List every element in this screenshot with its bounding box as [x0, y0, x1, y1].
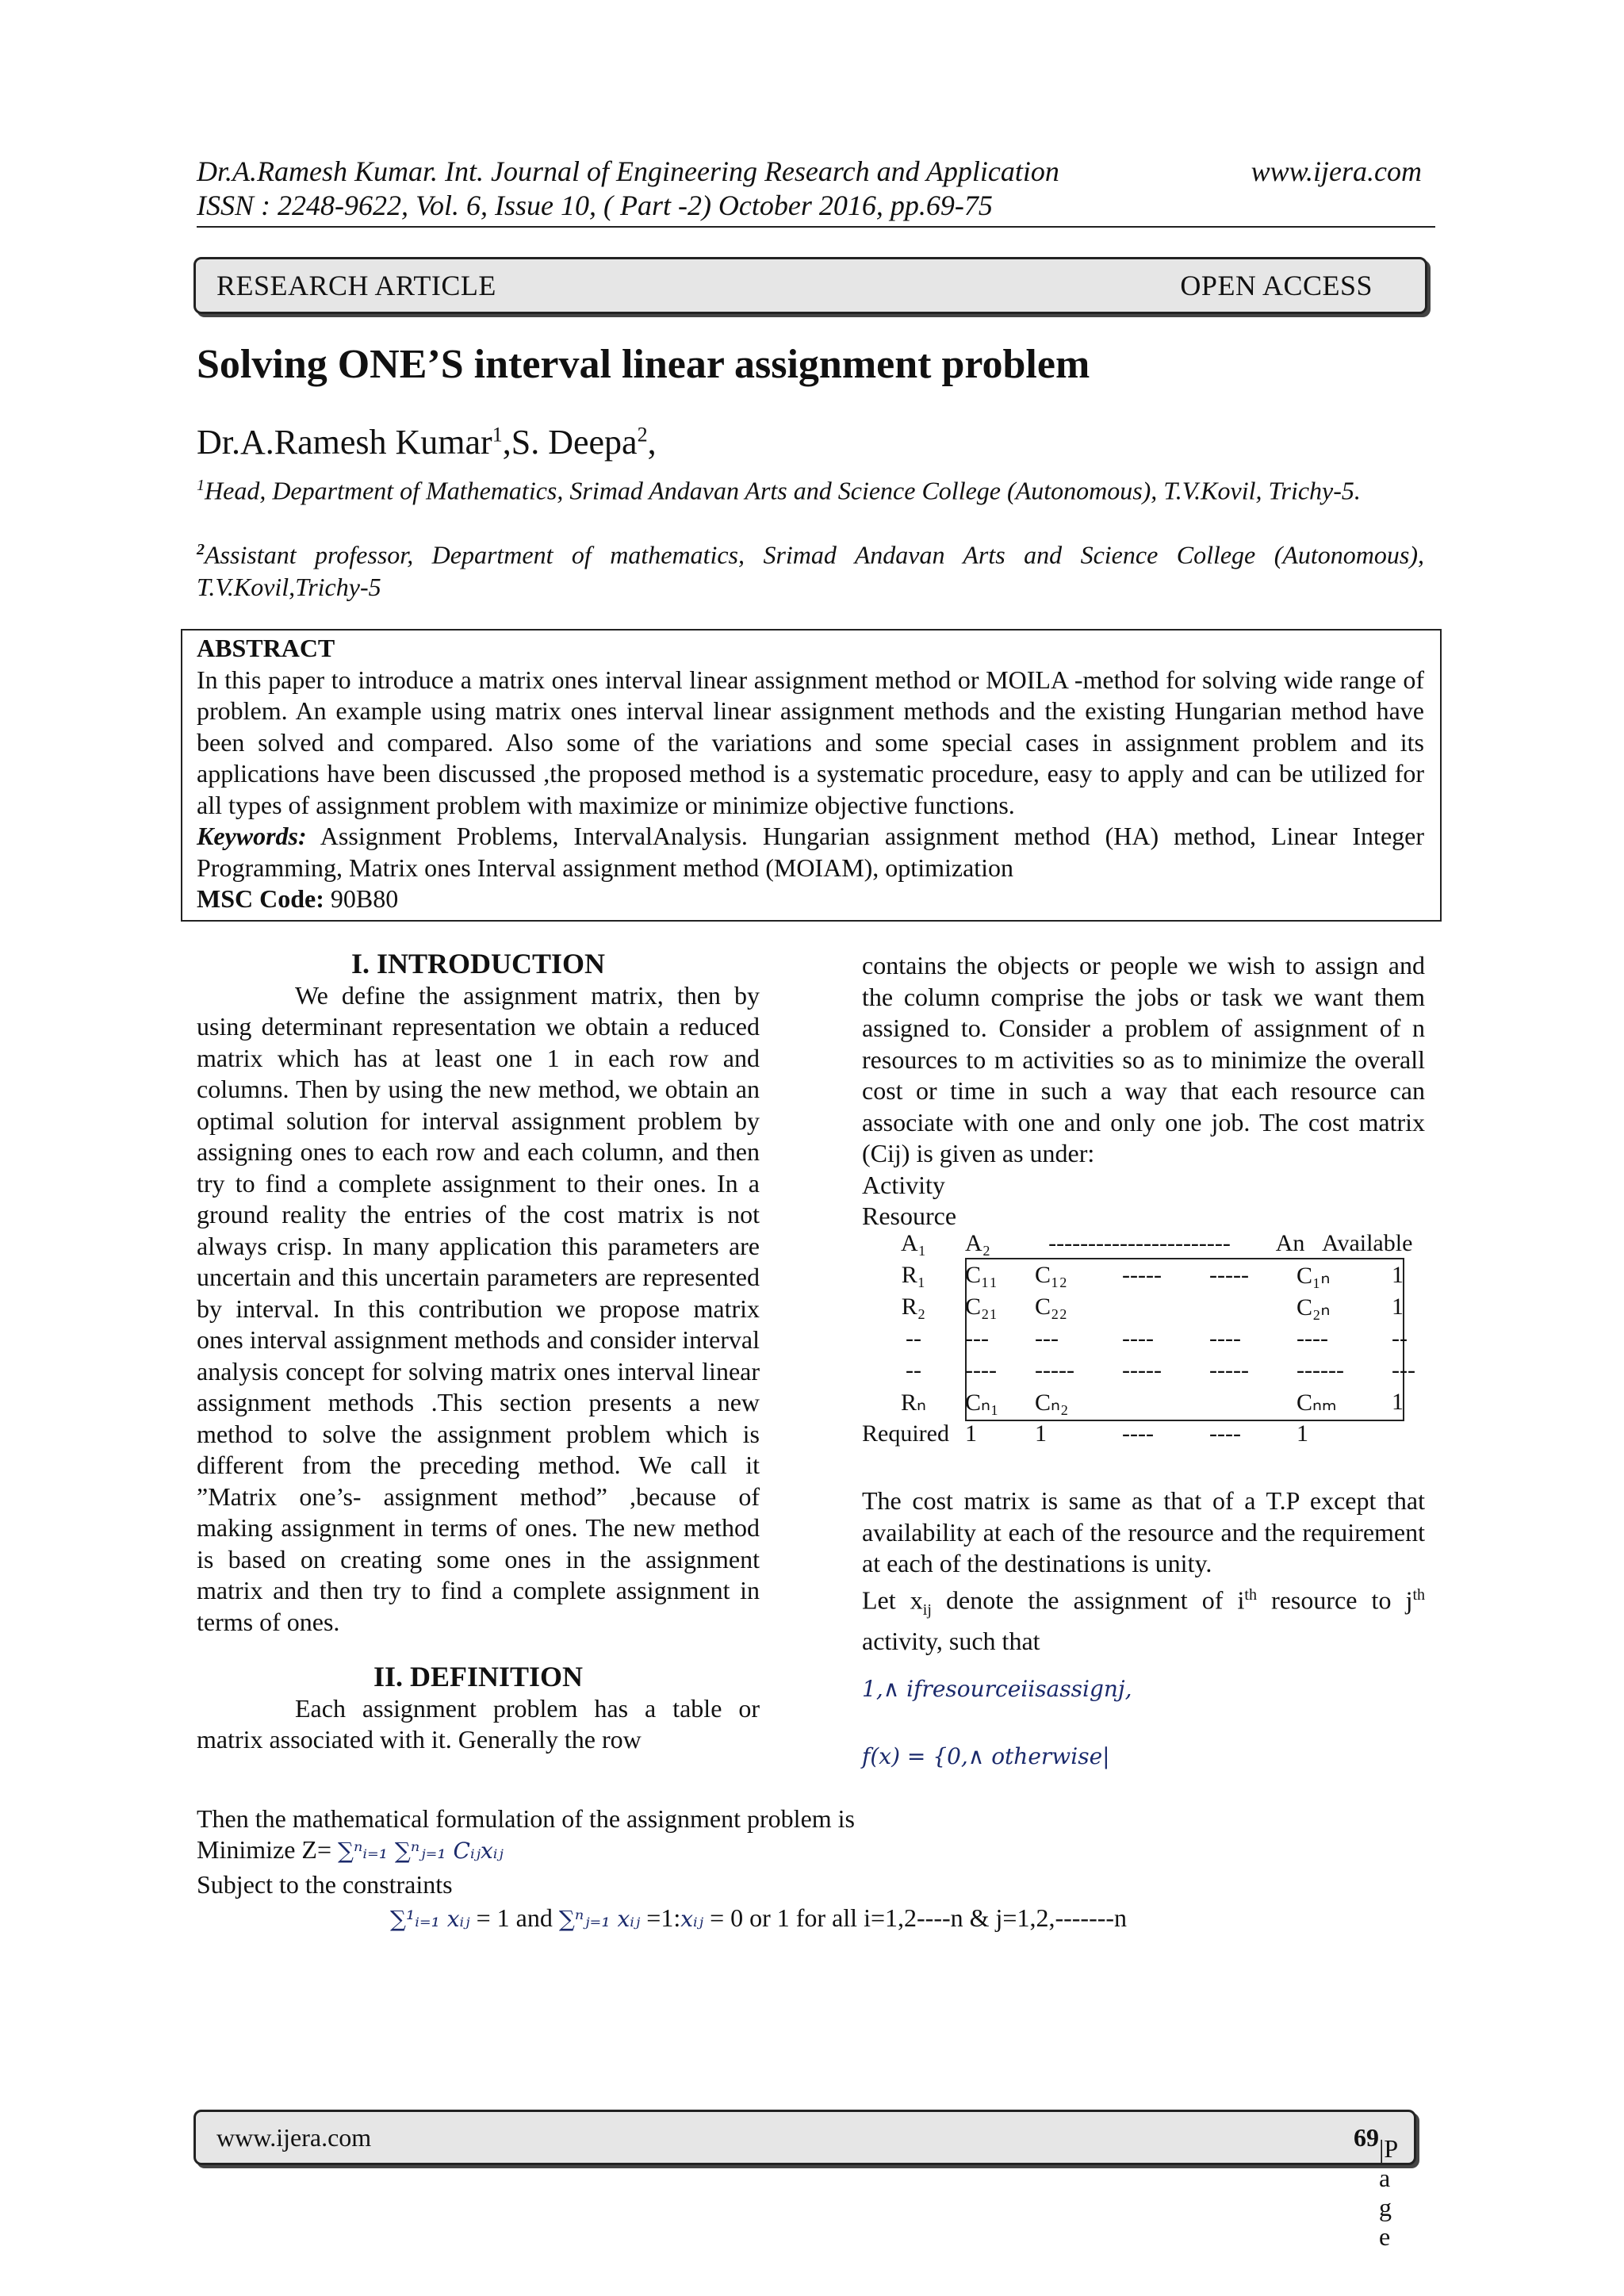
text-sub: ij — [922, 1600, 932, 1619]
cost-matrix — [862, 1228, 1425, 1259]
introduction-heading: I. INTRODUCTION — [350, 948, 606, 979]
matrix-cell: Cₙ₁ — [965, 1389, 999, 1416]
matrix-header-dashes: ----------------------- — [1048, 1230, 1231, 1256]
matrix-row — [862, 1386, 1431, 1418]
text-run: denote the assignment of i — [931, 1585, 1245, 1615]
author-1: Dr.A.Ramesh Kumar — [197, 423, 492, 462]
matrix-cell: --- — [1035, 1325, 1059, 1351]
matrix-row — [862, 1291, 1431, 1323]
matrix-cell: Required — [862, 1420, 949, 1447]
constraint-3-text: = 0 or 1 for all i=1,2----n & j=1,2,-------n — [703, 1903, 1128, 1932]
issn-line: ISSN : 2248-9622, Vol. 6, Issue 10, ( Part -2) October 2016, pp.69-75 — [197, 190, 993, 221]
matrix-cell: -- — [1392, 1325, 1408, 1351]
matrix-cell: 1 — [1297, 1420, 1308, 1447]
matrix-cell: ---- — [965, 1357, 997, 1383]
objective-expression: ∑ⁿᵢ₌₁ ∑ⁿⱼ₌₁ Cᵢⱼxᵢⱼ — [338, 1838, 504, 1864]
page-footer — [193, 2110, 1416, 2251]
text-sup: th — [1412, 1585, 1426, 1604]
affiliation-1-sup: 1 — [197, 477, 205, 494]
keywords-label: Keywords: — [197, 822, 307, 850]
research-article-label: RESEARCH ARTICLE — [216, 270, 496, 301]
matrix-cell: 1 — [1392, 1389, 1404, 1415]
text-run: Let x — [862, 1585, 923, 1615]
text-sup: th — [1244, 1585, 1257, 1604]
matrix-row — [862, 1323, 1431, 1355]
constraint-2-text: =1: — [640, 1903, 681, 1932]
constraint-3-expr: xᵢⱼ — [680, 1906, 704, 1932]
matrix-cell — [1209, 1291, 1297, 1323]
matrix-cell: ----- — [1209, 1357, 1249, 1383]
matrix-cell: ----- — [1122, 1262, 1162, 1288]
matrix-required-row — [862, 1418, 1431, 1450]
matrix-cell: ----- — [1209, 1262, 1249, 1288]
keywords — [197, 821, 1424, 884]
paper-title: Solving ONE’S interval linear assignment problem — [197, 342, 1090, 387]
right-column-lower — [862, 1485, 1425, 1658]
matrix-cell: R₁ — [901, 1262, 926, 1288]
constraints — [390, 1903, 1127, 1933]
page-number-value: 69 — [1354, 2123, 1379, 2152]
matrix-cell: C₂ₙ — [1297, 1294, 1331, 1320]
piecewise-function: f(x) = {0,∧ otherwise| — [862, 1743, 1110, 1769]
matrix-cell: 1 — [965, 1420, 977, 1447]
matrix-cell: C₁₂ — [1035, 1262, 1067, 1288]
matrix-cell: ---- — [1297, 1325, 1328, 1351]
matrix-cell: -- — [906, 1325, 921, 1351]
affiliation-1-text: Head, Department of Mathematics, Srimad Andavan Arts and Science College (Autonomous), T.V.Kovil, Trichy-5. — [205, 476, 1361, 505]
matrix-header-a2: A₂ — [965, 1230, 991, 1256]
matrix-cell: 1 — [1035, 1420, 1047, 1447]
assignment-variable-def — [862, 1580, 1425, 1658]
definition-heading: II. DEFINITION — [373, 1661, 584, 1692]
matrix-cell: C₁ₙ — [1297, 1262, 1331, 1289]
minimize-label: Minimize Z= — [197, 1835, 332, 1864]
open-access-label: OPEN ACCESS — [1180, 270, 1373, 301]
matrix-cell: ---- — [1209, 1420, 1241, 1447]
resource-label: Resource — [862, 1202, 957, 1230]
matrix-cell: ---- — [1122, 1325, 1154, 1351]
constraint-1-expr: ∑¹ᵢ₌₁ xᵢⱼ — [390, 1906, 470, 1932]
affiliation-2-sup: 2 — [197, 541, 205, 558]
matrix-cell — [1209, 1386, 1297, 1418]
page-number — [1354, 2123, 1398, 2251]
matrix-cell: Cₙ₂ — [1035, 1389, 1069, 1416]
matrix-header-available: Available — [1322, 1230, 1413, 1256]
matrix-cell — [1122, 1386, 1209, 1418]
page-label: |P a g e — [1379, 2134, 1398, 2251]
matrix-cell: ----- — [1122, 1357, 1162, 1383]
author-2-sup: 2 — [637, 423, 648, 447]
constraints-intro: Subject to the constraints — [197, 1870, 453, 1899]
abstract-body: In this paper to introduce a matrix ones interval linear assignment method or MOILA -method for solving wide range of problem. An example using matrix ones interval linear assignment methods and the existing Hungarian method have been solved and compared. Also some of the variations and some special cases in assignment problem and its applications have been discussed ,the proposed method is a systematic procedure, easy to apply and can be utilized for all types of assignment problem with maximize or minimize objective functions. — [197, 665, 1424, 819]
introduction-body: We define the assignment matrix, then by using determinant representation we obtain a reduced matrix which has at least one 1 in each row and columns. Then by using the new method, we obtain an optimal solution for interval assignment problem by assigning ones to each row and each column, and then try to find a complete assignment to their ones. In a ground reality the entries of the cost matrix is not always crisp. In many application this parameters are uncertain and this uncertain parameters are represented by interval. In this contribution we propose matrix ones interval assignment methods and consider interval analysis concept for solving matrix ones interval linear assignment methods .This section presents a new method to solve the assignment problem which is different from the preceding method. We call it ”Matrix one’s- assignment method” ,because of making assignment in terms of ones. The new method is based on creating some ones in the assignment matrix and then try to find a complete assignment in terms of ones. — [197, 980, 760, 1636]
matrix-cell: C₂₂ — [1035, 1294, 1067, 1320]
matrix-header-row — [862, 1228, 1425, 1259]
matrix-header-an: An — [1275, 1230, 1305, 1256]
author-1-sup: 1 — [492, 423, 503, 447]
text-run: resource to j — [1256, 1585, 1413, 1615]
matrix-cell — [1122, 1291, 1209, 1323]
piecewise-case-1: 1,∧ ifresourceiisassignj, — [862, 1676, 1132, 1702]
msc-label: MSC Code: — [197, 884, 324, 913]
matrix-cell: Cₙₘ — [1297, 1389, 1337, 1416]
activity-label: Activity — [862, 1170, 945, 1199]
matrix-cell: --- — [1392, 1357, 1415, 1383]
keywords-text: Assignment Problems, IntervalAnalysis. Hungarian assignment method (HA) method, Linear Integer Programming, Matrix ones Interval assignment method (MOIAM), optimization — [197, 822, 1424, 882]
matrix-cell: ---- — [1209, 1325, 1241, 1351]
definition-body: Each assignment problem has a table or matrix associated with it. Generally the row — [197, 1693, 760, 1754]
matrix-header-a1: A₁ — [900, 1230, 927, 1256]
cost-matrix-note: The cost matrix is same as that of a T.P except that availability at each of the resource and the requirement at each of the destinations is unity. — [862, 1486, 1425, 1577]
cost-matrix-body — [862, 1259, 1431, 1450]
right-column — [862, 950, 1425, 1232]
affiliation-2-text: Assistant professor, Department of mathematics, Srimad Andavan Arts and Science College (Autonomous), T.V.Kovil,Trichy-5 — [197, 540, 1424, 601]
matrix-cell: 1 — [1392, 1294, 1404, 1320]
matrix-cell: R₂ — [901, 1294, 926, 1320]
affiliation-1 — [197, 470, 1424, 507]
article-type-banner — [193, 257, 1427, 314]
abstract-heading: ABSTRACT — [197, 634, 335, 662]
constraint-2-expr: ∑ⁿⱼ₌₁ xᵢⱼ — [558, 1906, 641, 1932]
matrix-cell: ---- — [1122, 1420, 1154, 1447]
author-line-end: , — [647, 423, 657, 462]
msc-code — [197, 884, 1424, 915]
matrix-cell: --- — [965, 1325, 989, 1351]
abstract — [197, 633, 1424, 915]
left-column — [197, 949, 760, 1756]
constraint-1-text: = 1 and — [469, 1903, 559, 1932]
msc-value: 90B80 — [324, 884, 399, 913]
author-line — [197, 422, 657, 462]
matrix-cell: Rₙ — [901, 1389, 926, 1416]
text-run: activity, such that — [862, 1627, 1040, 1656]
matrix-row — [862, 1259, 1431, 1291]
matrix-cell: -- — [906, 1357, 921, 1383]
affiliation-2 — [197, 534, 1424, 603]
formulation-intro: Then the mathematical formulation of the assignment problem is — [197, 1804, 855, 1833]
matrix-cell: C₂₁ — [965, 1294, 998, 1320]
author-2: ,S. Deepa — [502, 423, 638, 462]
header-divider — [197, 226, 1435, 228]
journal-citation: Dr.A.Ramesh Kumar. Int. Journal of Engineering Research and Application — [197, 155, 1059, 187]
matrix-cell: ----- — [1035, 1357, 1074, 1383]
footer-url[interactable]: www.ijera.com — [216, 2123, 372, 2152]
journal-url[interactable]: www.ijera.com — [1251, 155, 1422, 187]
matrix-cell: 1 — [1392, 1262, 1404, 1288]
objective-function — [197, 1835, 504, 1865]
matrix-cell: ------ — [1297, 1357, 1344, 1383]
right-col-intro: contains the objects or people we wish to assign and the column comprise the jobs or task we want them assigned to. Consider a problem of assignment of n resources to m activities so as to minimize the overall cost or time in such a way that each resource can associate with one and only one job. The cost matrix (Cij) is given as under: — [862, 951, 1425, 1167]
matrix-row — [862, 1355, 1431, 1386]
matrix-cell: C₁₁ — [965, 1262, 998, 1288]
